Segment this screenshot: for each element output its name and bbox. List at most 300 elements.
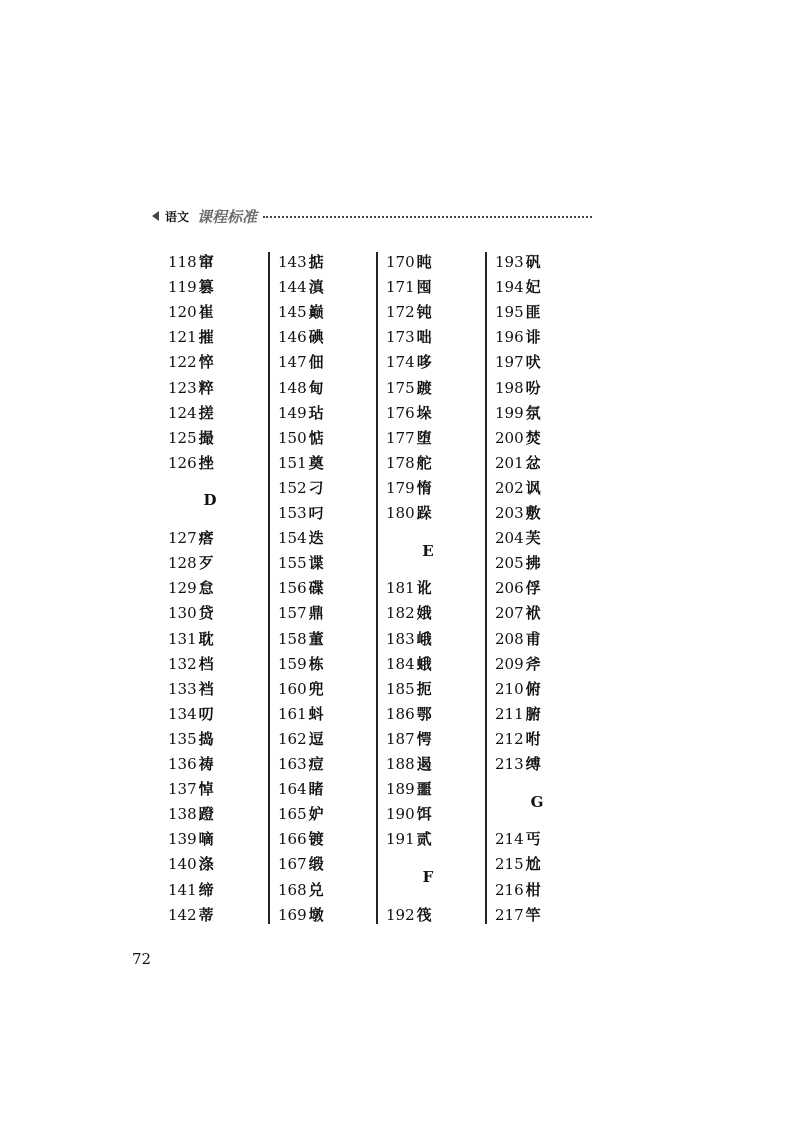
entry-number: 217 [495,905,524,924]
entry-character: 斧 [525,654,541,673]
entry-character: 筏 [416,905,432,924]
entry-character: 蛾 [416,654,432,673]
list-item [495,601,541,626]
entry-character: 谍 [308,554,324,573]
list-item [168,802,214,827]
entry-character: 碘 [308,328,324,347]
entry-character: 蚪 [308,704,324,723]
entry-number: 184 [386,654,415,673]
list-item [168,576,214,601]
entry-character: 悼 [198,780,214,799]
entry-number: 208 [495,629,524,648]
entry-number: 168 [278,880,307,899]
entry-character: 竿 [525,905,541,924]
entry-character: 缚 [525,755,541,773]
header-title: 课程标准 [197,207,258,226]
list-item [495,426,541,451]
entry-character: 墩 [308,905,324,924]
entry-number: 159 [278,654,307,673]
entry-character: 焚 [525,428,541,447]
entry-character: 妃 [525,278,541,297]
entry-number: 141 [168,880,197,899]
list-item [495,325,541,350]
entry-character: 佃 [308,353,324,372]
list-item [495,300,541,325]
entry-character: 袱 [525,604,541,623]
list-item [495,727,541,752]
list-item [495,652,541,677]
list-item [168,376,214,401]
list-item [168,652,214,677]
entry-number: 169 [278,905,307,924]
list-item [386,777,432,802]
column-divider [268,252,270,924]
entry-number: 178 [386,453,415,472]
list-item [278,802,324,827]
list-item [278,652,324,677]
list-item [495,476,541,501]
entry-character: 氛 [525,403,541,422]
entry-number: 139 [168,830,197,849]
entry-character: 粹 [198,378,214,397]
list-item [278,777,324,802]
entry-character: 祷 [198,755,214,773]
entry-character: 咄 [416,328,432,347]
entry-number: 129 [168,579,197,598]
entry-number: 179 [386,478,415,497]
entry-character: 掂 [308,253,324,271]
entry-character: 裆 [198,679,214,698]
entry-number: 192 [386,905,415,924]
entry-character: 扼 [416,679,432,698]
entry-character: 舵 [416,453,432,472]
entry-number: 128 [168,554,197,573]
list-item [278,576,324,601]
list-item [495,576,541,601]
list-item [278,501,324,526]
header-dotted-rule [263,216,592,218]
entry-character: 缔 [198,880,214,899]
entry-character: 噩 [416,780,432,799]
entry-number: 213 [495,755,524,773]
list-item [168,627,214,652]
entry-character: 瘩 [198,529,214,548]
entry-character: 蹬 [198,805,214,824]
entry-number: 202 [495,478,524,497]
list-item [495,627,541,652]
list-item [495,501,541,526]
list-item [495,250,541,275]
entry-character: 娥 [416,604,432,623]
entry-number: 186 [386,704,415,723]
entry-character: 摧 [198,328,214,347]
entry-number: 197 [495,353,524,372]
entry-character: 囤 [416,278,432,297]
entry-character: 柑 [525,880,541,899]
entry-number: 171 [386,278,415,297]
entry-number: 193 [495,253,524,271]
entry-number: 207 [495,604,524,623]
list-item [386,827,432,852]
entry-character: 耽 [198,629,214,648]
list-item [168,752,214,777]
entry-number: 203 [495,504,524,522]
entry-number: 212 [495,729,524,748]
table-column [270,250,375,925]
entry-number: 174 [386,353,415,372]
list-item [386,702,432,727]
entry-number: 170 [386,253,415,271]
list-item [495,852,541,877]
entry-character: 迭 [308,529,324,548]
entry-number: 187 [386,729,415,748]
entry-number: 194 [495,278,524,297]
entry-number: 127 [168,529,197,548]
entry-character: 巅 [308,303,324,322]
entry-number: 177 [386,428,415,447]
entry-character: 痘 [308,755,324,773]
list-item [168,350,214,375]
entry-character: 捣 [198,729,214,748]
entry-character: 董 [308,629,324,648]
entry-number: 126 [168,453,197,472]
list-item [278,852,324,877]
list-item [386,300,432,325]
list-item [168,526,214,551]
entry-number: 160 [278,679,307,698]
list-item [278,300,324,325]
list-item [386,601,432,626]
list-item [495,551,541,576]
entry-number: 198 [495,378,524,397]
list-item [386,652,432,677]
list-item [278,601,324,626]
list-item [386,727,432,752]
list-item [168,401,214,426]
entry-character: 嘀 [198,830,214,849]
entry-number: 175 [386,378,415,397]
entry-number: 142 [168,905,197,924]
entry-number: 181 [386,579,415,598]
list-item [278,376,324,401]
entry-character: 奠 [308,453,324,472]
character-table [160,250,600,930]
page-number: 72 [132,950,152,968]
list-item [168,275,214,300]
entry-number: 165 [278,805,307,824]
entry-number: 176 [386,403,415,422]
list-item [278,727,324,752]
list-item [278,476,324,501]
entry-number: 122 [168,353,197,372]
entry-number: 151 [278,453,307,472]
entry-number: 137 [168,780,197,799]
section-letter: E [422,541,434,560]
entry-character: 刁 [308,478,324,497]
entry-character: 歹 [198,554,214,573]
entry-number: 130 [168,604,197,623]
entry-number: 162 [278,729,307,748]
list-item [278,426,324,451]
list-item [278,401,324,426]
entry-number: 196 [495,328,524,347]
entry-character: 甸 [308,378,324,397]
entry-number: 123 [168,378,197,397]
entry-character: 俘 [525,579,541,598]
entry-character: 匪 [525,303,541,322]
entry-number: 124 [168,403,197,422]
list-item [386,677,432,702]
list-item [386,576,432,601]
entry-character: 悴 [198,353,214,372]
entry-character: 堕 [416,428,432,447]
column-divider [485,252,487,924]
list-item [386,401,432,426]
entry-number: 215 [495,855,524,874]
entry-character: 咐 [525,729,541,748]
entry-number: 166 [278,830,307,849]
list-item [278,627,324,652]
entry-number: 201 [495,453,524,472]
list-item [495,526,541,551]
list-item [278,878,324,903]
list-item [168,677,214,702]
entry-character: 搓 [198,403,214,422]
entry-number: 118 [168,253,197,271]
list-item [386,752,432,777]
entry-character: 栋 [308,654,324,673]
entry-character: 腑 [525,704,541,723]
entry-character: 睹 [308,780,324,799]
list-item [495,702,541,727]
entry-number: 140 [168,855,197,874]
entry-character: 叨 [198,704,214,723]
entry-number: 211 [495,704,524,723]
entry-number: 133 [168,679,197,698]
list-item [386,476,432,501]
entry-character: 遏 [416,755,432,773]
entry-number: 158 [278,629,307,648]
list-item [168,250,214,275]
list-item [168,426,214,451]
entry-character: 跺 [416,504,432,522]
entry-number: 121 [168,328,197,347]
entry-character: 怠 [198,579,214,598]
entry-number: 163 [278,755,307,773]
entry-character: 妒 [308,805,324,824]
entry-number: 138 [168,805,197,824]
entry-character: 吩 [525,378,541,397]
list-item [495,827,541,852]
entry-number: 182 [386,604,415,623]
entry-number: 209 [495,654,524,673]
entry-number: 204 [495,529,524,548]
entry-character: 镀 [308,830,324,849]
entry-character: 鼎 [308,604,324,623]
list-item [386,376,432,401]
entry-number: 150 [278,428,307,447]
entry-number: 216 [495,880,524,899]
list-item [386,426,432,451]
list-item [495,677,541,702]
entry-number: 206 [495,579,524,598]
list-item [278,325,324,350]
list-item [386,275,432,300]
entry-character: 碟 [308,579,324,598]
entry-number: 125 [168,428,197,447]
entry-number: 188 [386,755,415,773]
entry-character: 讽 [525,478,541,497]
entry-character: 惰 [416,478,432,497]
entry-number: 154 [278,529,307,548]
entry-character: 饵 [416,805,432,824]
entry-character: 蒂 [198,905,214,924]
entry-number: 147 [278,353,307,372]
list-item [168,325,214,350]
entry-character: 讹 [416,579,432,598]
entry-character: 矾 [525,253,541,271]
entry-number: 185 [386,679,415,698]
entry-character: 玷 [308,403,324,422]
entry-number: 152 [278,478,307,497]
section-letter: G [530,792,544,811]
list-item [278,752,324,777]
list-item [495,376,541,401]
entry-character: 尬 [525,855,541,874]
list-item [278,526,324,551]
list-item [386,325,432,350]
entry-number: 156 [278,579,307,598]
entry-character: 窜 [198,253,214,271]
entry-number: 134 [168,704,197,723]
entry-number: 199 [495,403,524,422]
list-item [168,777,214,802]
entry-number: 161 [278,704,307,723]
list-item [168,451,214,476]
list-item [168,827,214,852]
list-item [278,350,324,375]
entry-character: 甫 [525,629,541,648]
entry-number: 214 [495,830,524,849]
entry-number: 131 [168,629,197,648]
list-item [168,300,214,325]
list-item [168,702,214,727]
entry-character: 踱 [416,378,432,397]
entry-character: 丐 [525,830,541,849]
entry-number: 144 [278,278,307,297]
entry-number: 149 [278,403,307,422]
entry-number: 146 [278,328,307,347]
entry-character: 峨 [416,629,432,648]
list-item [278,275,324,300]
entry-character: 逗 [308,729,324,748]
entry-character: 贰 [416,830,432,849]
left-triangle-icon [152,211,159,221]
list-item [386,903,432,928]
entry-number: 172 [386,303,415,322]
entry-character: 俯 [525,679,541,698]
entry-character: 滇 [308,278,324,297]
list-item [278,903,324,928]
entry-character: 盹 [416,253,432,271]
entry-number: 132 [168,654,197,673]
list-item [495,451,541,476]
list-item [278,702,324,727]
entry-number: 191 [386,830,415,849]
running-header [152,205,592,227]
entry-character: 缎 [308,855,324,874]
entry-number: 153 [278,504,307,522]
list-item [495,275,541,300]
list-item [495,903,541,928]
list-item [386,250,432,275]
entry-number: 145 [278,303,307,322]
column-divider [376,252,378,924]
list-item [386,501,432,526]
entry-character: 忿 [525,453,541,472]
entry-character: 钝 [416,303,432,322]
entry-character: 鄂 [416,704,432,723]
entry-character: 惦 [308,428,324,447]
entry-number: 120 [168,303,197,322]
list-item [495,350,541,375]
list-item [168,903,214,928]
entry-character: 诽 [525,328,541,347]
entry-number: 180 [386,504,415,522]
entry-number: 190 [386,805,415,824]
entry-number: 167 [278,855,307,874]
entry-character: 愕 [416,729,432,748]
entry-character: 涤 [198,855,214,874]
list-item [278,827,324,852]
list-item [386,627,432,652]
entry-character: 哆 [416,353,432,372]
table-column [487,250,592,925]
list-item [278,677,324,702]
entry-number: 143 [278,253,307,271]
entry-character: 兑 [308,880,324,899]
list-item [386,802,432,827]
list-item [495,752,541,777]
entry-number: 210 [495,679,524,698]
entry-character: 吠 [525,353,541,372]
entry-character: 篡 [198,278,214,297]
entry-number: 119 [168,278,197,297]
entry-number: 135 [168,729,197,748]
table-column [160,250,265,925]
entry-number: 173 [386,328,415,347]
list-item [495,878,541,903]
entry-number: 164 [278,780,307,799]
list-item [495,401,541,426]
entry-character: 挫 [198,453,214,472]
entry-number: 205 [495,554,524,573]
entry-character: 芙 [525,529,541,548]
entry-number: 189 [386,780,415,799]
entry-number: 183 [386,629,415,648]
section-letter: F [422,867,434,886]
table-column [378,250,483,925]
header-subject: 语文 [165,209,190,224]
list-item [386,350,432,375]
entry-number: 136 [168,755,197,773]
entry-number: 148 [278,378,307,397]
list-item [168,601,214,626]
entry-number: 200 [495,428,524,447]
entry-character: 叼 [308,504,324,522]
entry-character: 崔 [198,303,214,322]
list-item [278,551,324,576]
